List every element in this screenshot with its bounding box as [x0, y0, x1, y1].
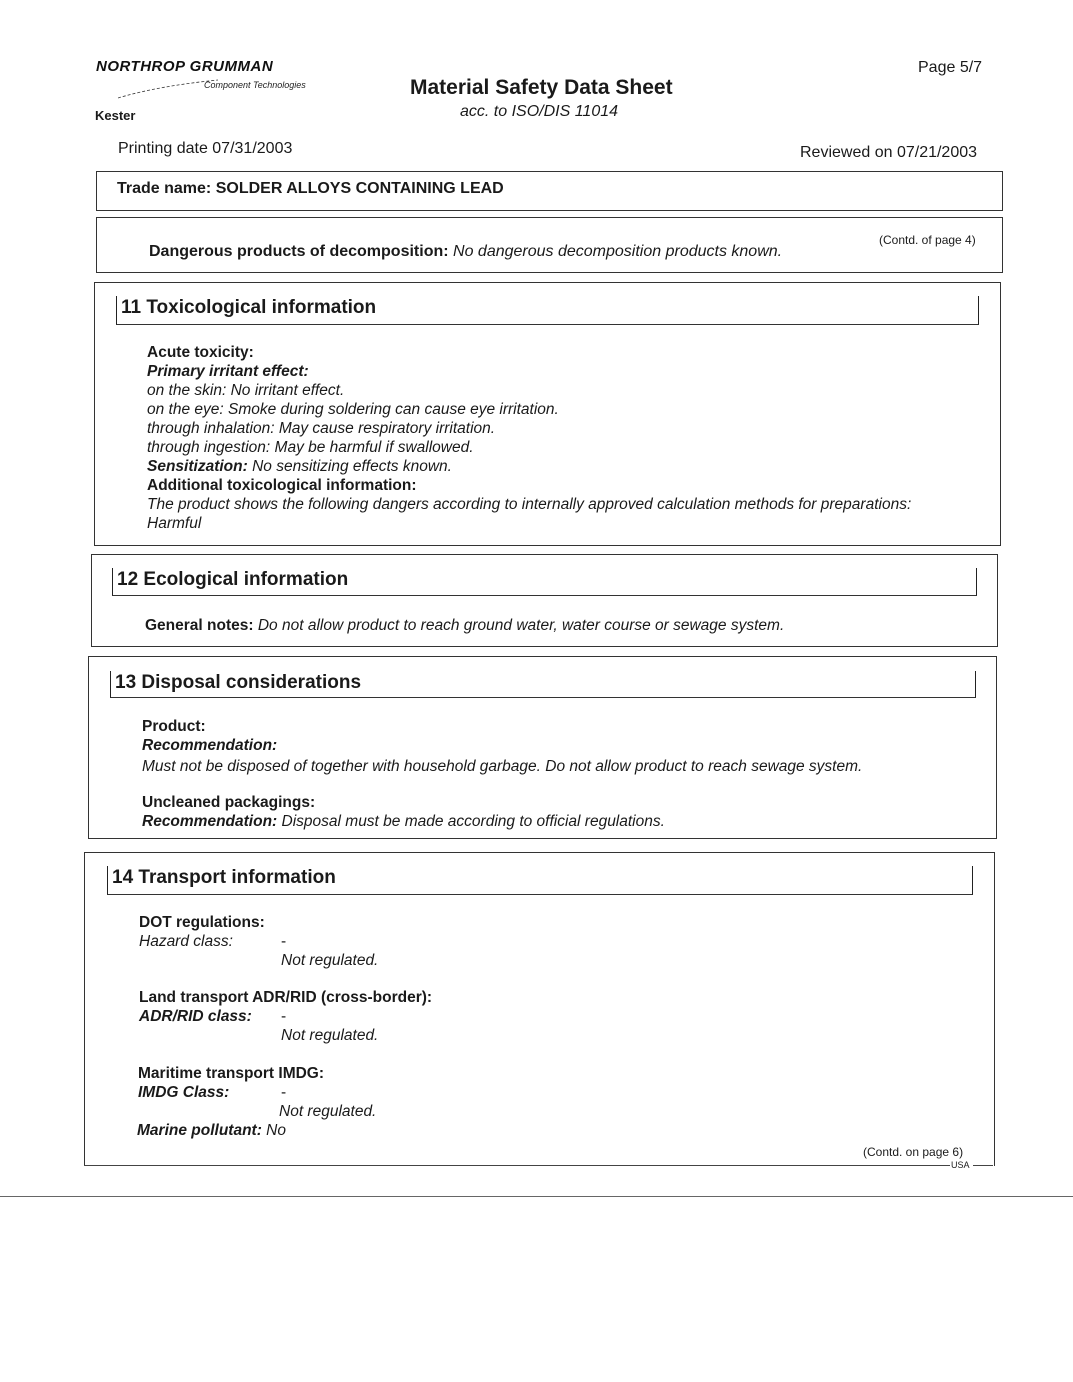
page-number: Page 5/7: [918, 59, 983, 76]
trade-name-value: SOLDER ALLOYS CONTAINING LEAD: [215, 180, 504, 197]
adr-rid-class-value: -: [281, 1008, 287, 1025]
dot-regulations-label: DOT regulations:: [139, 914, 265, 931]
maritime-transport-label: Maritime transport IMDG:: [138, 1065, 325, 1082]
uncleaned-packagings-label: Uncleaned packagings:: [142, 794, 316, 811]
trade-name-label: Trade name:: [117, 180, 212, 197]
inhalation-effect: through inhalation: May cause respiratory irritation.: [147, 420, 496, 437]
general-notes-value: Do not allow product to reach ground water, water course or sewage system.: [257, 617, 785, 634]
product-label: Product:: [142, 718, 206, 735]
footer-rule-right: [973, 1165, 993, 1166]
continued-on-note: (Contd. on page 6): [863, 1145, 964, 1159]
eye-effect: on the eye: Smoke during soldering can cause eye irritation.: [147, 401, 559, 418]
product-recommendation-label: Recommendation:: [142, 737, 278, 754]
general-notes-line: [145, 616, 784, 635]
printing-date: Printing date 07/31/2003: [118, 140, 293, 157]
decomposition-label: Dangerous products of decomposition:: [149, 243, 449, 260]
uncleaned-recommendation-value: Disposal must be made according to official regulations.: [281, 813, 665, 830]
section-14-heading: 14 Transport information: [107, 866, 973, 895]
trade-name: [117, 179, 504, 198]
land-transport-label: Land transport ADR/RID (cross-border):: [139, 989, 433, 1006]
hazard-class-value: -: [281, 933, 287, 950]
trade-name-box: [96, 171, 1003, 211]
decomposition-value: No dangerous decomposition products known.: [453, 243, 783, 260]
reviewed-date: Reviewed on 07/21/2003: [800, 144, 978, 161]
additional-tox-value: Harmful: [147, 515, 202, 532]
acute-toxicity-label: Acute toxicity:: [147, 344, 254, 361]
uncleaned-recommendation-line: [142, 812, 665, 831]
general-notes-label: General notes:: [145, 617, 254, 634]
region-label: USA: [951, 1160, 970, 1170]
footer-rule-left: [84, 1165, 950, 1166]
company-logo-subtext: Component Technologies: [204, 80, 306, 90]
primary-irritant-label: Primary irritant effect:: [147, 363, 309, 380]
dot-status: Not regulated.: [281, 952, 379, 969]
marine-pollutant-line: [137, 1121, 286, 1140]
decomposition-box: [96, 217, 1003, 273]
sensitization-label: Sensitization:: [147, 458, 248, 475]
marine-pollutant-label: Marine pollutant:: [137, 1122, 262, 1139]
sensitization-value: No sensitizing effects known.: [252, 458, 452, 475]
land-status: Not regulated.: [281, 1027, 379, 1044]
section-12-heading: 12 Ecological information: [112, 568, 977, 596]
uncleaned-recommendation-label: Recommendation:: [142, 813, 278, 830]
document-subtitle: acc. to ISO/DIS 11014: [460, 103, 619, 120]
decomposition-line: [149, 242, 782, 261]
imdg-class-label: IMDG Class:: [138, 1084, 230, 1101]
additional-tox-label: Additional toxicological information:: [147, 477, 417, 494]
adr-rid-class-label: ADR/RID class:: [139, 1008, 252, 1025]
scan-edge-line: [0, 1196, 1073, 1197]
product-recommendation: Must not be disposed of together with household garbage. Do not allow product to reach sewage system.: [142, 758, 863, 775]
document-title: Material Safety Data Sheet: [410, 76, 673, 99]
section-11-heading: 11 Toxicological information: [116, 296, 979, 325]
imdg-class-value: -: [281, 1084, 287, 1101]
brand-name: Kester: [95, 108, 136, 123]
company-logo: NORTHROP GRUMMAN: [96, 58, 274, 75]
hazard-class-label: Hazard class:: [139, 933, 233, 950]
marine-pollutant-value: No: [266, 1122, 286, 1139]
sensitization-line: [147, 457, 452, 476]
section-13-heading: 13 Disposal considerations: [110, 671, 976, 698]
maritime-status: Not regulated.: [279, 1103, 377, 1120]
ingestion-effect: through ingestion: May be harmful if swallowed.: [147, 439, 474, 456]
continued-from-note: (Contd. of page 4): [879, 233, 976, 247]
skin-effect: on the skin: No irritant effect.: [147, 382, 345, 399]
additional-tox-text: The product shows the following dangers according to internally approved calculation methods for preparations:: [147, 496, 912, 513]
